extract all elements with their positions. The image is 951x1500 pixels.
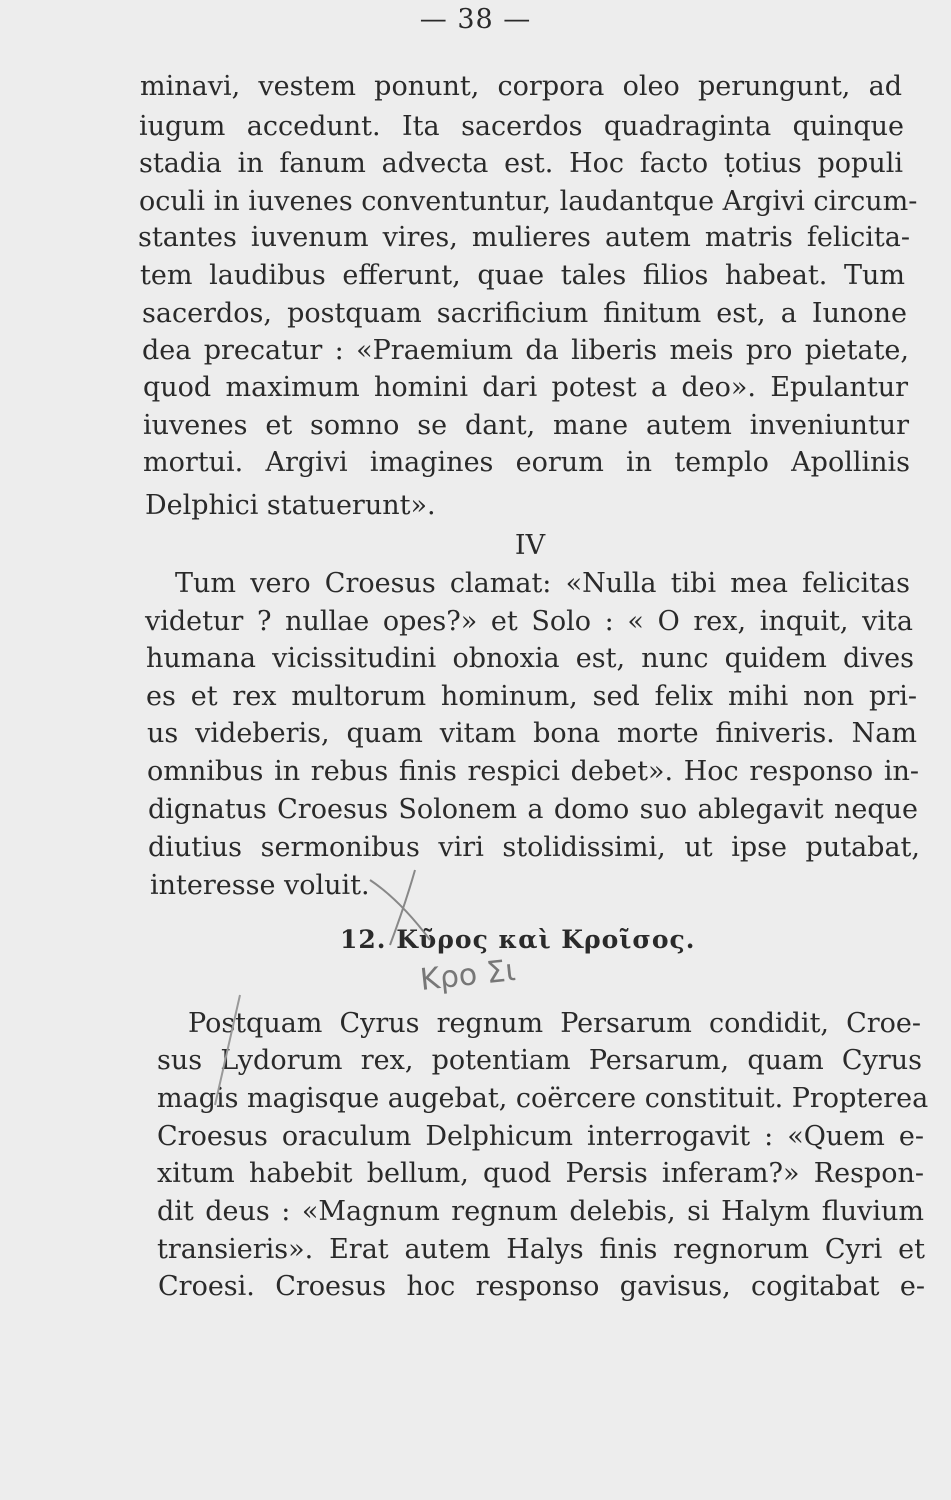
text-line: tem laudibus efferunt, quae tales filios habeat. Tum [140,260,905,291]
text-line: dea precatur : «Praemium da liberis meis pro pietate, [142,335,909,366]
text-line: iugum accedunt. Ita sacerdos quadraginta quinque [139,111,904,142]
text-line: omnibus in rebus finis respici debet». Hoc responso in- [147,756,919,787]
text-line: dit deus : «Magnum regnum delebis, si Halym fluvium [157,1196,924,1227]
text-line: sacerdos, postquam sacrificium finitum est, a Iunone [142,298,907,329]
text-line: sus Lydorum rex, potentiam Persarum, quam Cyrus [157,1045,922,1076]
section-number: IV [514,530,546,561]
text-line: dignatus Croesus Solonem a domo suo ablegavit neque [148,794,918,825]
text-line: magis magisque augebat, coërcere constituit. Propterea [157,1083,929,1114]
text-line: Tum vero Croesus clamat: «Nulla tibi mea felicitas [175,568,910,599]
text-line: Croesi. Croesus hoc responso gavisus, cogitabat e- [158,1271,925,1302]
text-line: interesse voluit. [150,870,370,901]
handwritten-note: Κρο Σι [418,953,518,998]
text-line: Delphici statuerunt». [145,490,436,521]
text-line: us videberis, quam vitam bona morte finiveris. Nam [147,718,917,749]
text-line: humana vicissitudini obnoxia est, nunc quidem dives [146,643,914,674]
text-line: oculi in iuvenes conventuntur, laudantque Argivi circum- [139,186,918,217]
text-line: stadia in fanum advecta est. Hoc facto ṭotius populi [139,148,903,179]
text-line: mortui. Argivi imagines eorum in templo Apollinis [143,447,910,478]
text-line: videtur ? nullae opes?» et Solo : « O rex, inquit, vita [145,606,913,637]
text-line: xitum habebit bellum, quod Persis inferam?» Respon- [157,1158,924,1189]
text-line: quod maximum homini dari potest a deo». Epulantur [143,372,908,403]
text-line: transieris». Erat autem Halys finis regnorum Cyri et [157,1234,925,1265]
chapter-heading: 12. Κῦρος καὶ Κροῖσος. [340,925,696,954]
text-line: iuvenes et somno se dant, mane autem inveniuntur [143,410,909,441]
text-line: Croesus oraculum Delphicum interrogavit : «Quem e- [157,1121,924,1152]
text-line: Postquam Cyrus regnum Persarum condidit, Croe- [188,1008,921,1039]
text-line: minavi, vestem ponunt, corpora oleo perungunt, ad [140,71,902,102]
text-line: diutius sermonibus viri stolidissimi, ut ipse putabat, [148,832,920,863]
text-line: es et rex multorum hominum, sed felix mihi non pri- [146,681,917,712]
text-line: stantes iuvenum vires, mulieres autem matris felicita- [138,222,910,253]
page-number: — 38 — [419,4,532,35]
